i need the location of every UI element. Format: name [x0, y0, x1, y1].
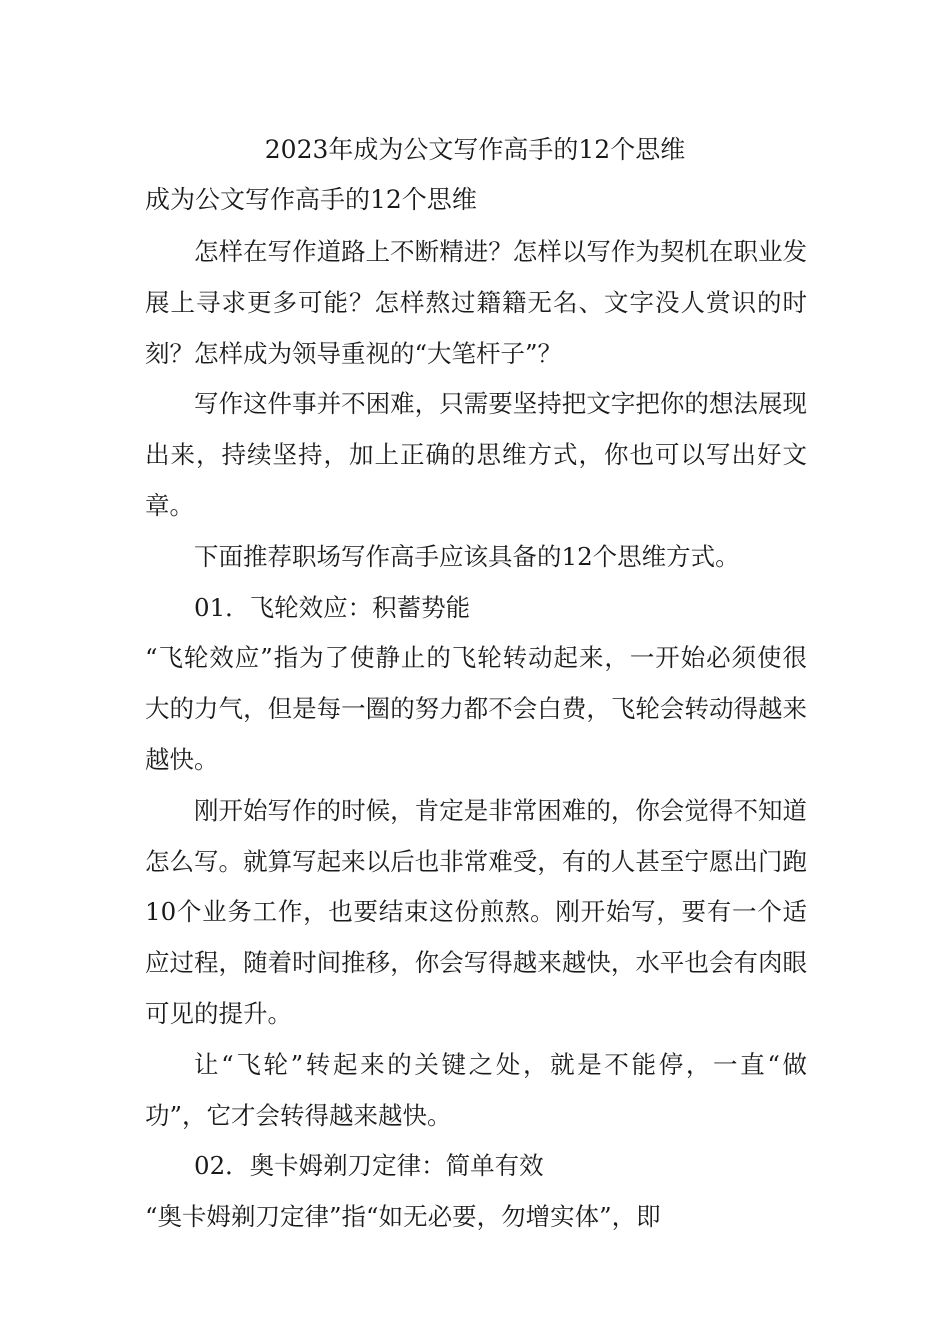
paragraph-recommendation: 下面推荐职场写作高手应该具备的12个思维方式。 [194, 541, 740, 571]
section-heading-02: 02．奥卡姆剃刀定律：简单有效 [194, 1151, 544, 1181]
paragraph-flywheel-writing: 刚开始写作的时候，肯定是非常困难的，你会觉得不知道怎么写。就算写起来以后也非常难受，有的人甚至宁愿出门跑10个业务工作，也要结束这份煎熬。刚开始写，要有一个适应过程，随着时间推移，你会写得越来越快，水平也会有肉眼可见的提升。 [145, 795, 807, 1028]
paragraph-occam-definition: “奥卡姆剃刀定律”指“如无必要，勿增实体”，即 [145, 1202, 661, 1232]
document-title: 2023年成为公文写作高手的12个思维 [264, 135, 686, 164]
document-subtitle: 成为公文写作高手的12个思维 [145, 185, 477, 214]
paragraph-intro-questions: 怎样在写作道路上不断精进？怎样以写作为契机在职业发展上寻求更多可能？怎样熬过籍籍无名、文字没人赏识的时刻？怎样成为领导重视的“大笔杆子”？ [145, 237, 807, 368]
paragraph-flywheel-key: 让“飞轮”转起来的关键之处，就是不能停，一直“做功”，它才会转得越来越快。 [145, 1049, 807, 1130]
paragraph-flywheel-definition: “飞轮效应”指为了使静止的飞轮转动起来，一开始必须使很大的力气，但是每一圈的努力都不会白费，飞轮会转动得越来越快。 [145, 643, 807, 774]
section-heading-01: 01．飞轮效应：积蓄势能 [194, 592, 471, 622]
document-body [145, 227, 807, 1243]
paragraph-intro-answer: 写作这件事并不困难，只需要坚持把文字把你的想法展现出来，持续坚持，加上正确的思维方式，你也可以写出好文章。 [145, 389, 807, 520]
